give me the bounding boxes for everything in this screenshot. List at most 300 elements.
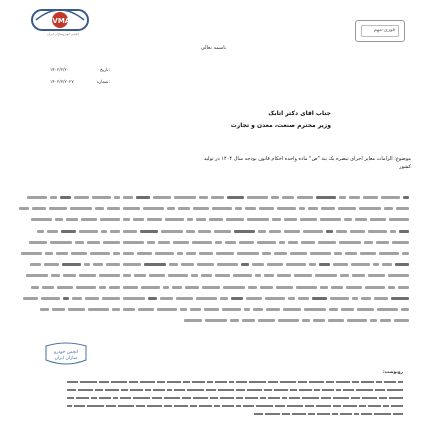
body-word: [346, 286, 362, 289]
body-word: [299, 207, 305, 210]
copy-recipient-word: [183, 381, 190, 383]
body-word: [388, 274, 409, 277]
copy-recipient-word: [74, 405, 85, 407]
copy-recipient-word: [391, 405, 403, 407]
logo-caption: انجمن خودروسازان ایران: [47, 32, 79, 36]
body-word: [60, 196, 71, 199]
body-word: [241, 263, 249, 266]
copy-recipient-word: [280, 381, 296, 383]
body-word: [288, 297, 295, 300]
copy-recipient-word: [99, 397, 111, 399]
body-word: [277, 274, 291, 277]
body-word: [382, 263, 392, 266]
body-word: [394, 319, 409, 322]
copy-recipient-word: [111, 381, 127, 383]
body-word: [149, 274, 165, 277]
body-word: [76, 286, 96, 289]
body-text-line: [18, 286, 409, 290]
copy-recipient-word: [352, 381, 359, 383]
body-word: [31, 286, 39, 289]
body-word: [155, 252, 174, 255]
body-word: [266, 308, 280, 311]
body-word: [174, 196, 196, 199]
body-word: [123, 241, 144, 244]
body-word: [260, 286, 273, 289]
body-word: [316, 196, 336, 199]
body-word: [226, 218, 244, 221]
signature-stamp-line-1: انجمن خودرو: [53, 350, 79, 355]
body-word: [374, 297, 388, 300]
copy-recipient-word: [210, 397, 218, 399]
copy-recipient-word: [206, 389, 216, 391]
body-word: [99, 274, 120, 277]
body-word: [191, 274, 198, 277]
body-word: [193, 207, 209, 210]
body-word: [63, 274, 76, 277]
body-word: [99, 286, 106, 289]
body-word: [87, 241, 100, 244]
body-word: [320, 286, 328, 289]
body-word: [315, 274, 337, 277]
body-word: [368, 230, 387, 233]
copy-recipient-word: [105, 389, 119, 391]
copy-recipient-word: [254, 413, 263, 415]
body-word: [197, 263, 214, 266]
body-word: [173, 241, 189, 244]
body-word: [242, 319, 255, 322]
body-word: [301, 241, 315, 244]
copy-recipient-word: [99, 381, 109, 383]
body-word: [93, 263, 103, 266]
copy-recipient-word: [145, 389, 151, 391]
copy-recipient-word: [268, 381, 278, 383]
body-word: [169, 263, 178, 266]
body-word: [158, 241, 170, 244]
copy-recipient-word: [207, 381, 213, 383]
copy-recipient-word: [333, 405, 341, 407]
body-word: [234, 230, 255, 233]
copy-recipient-word: [67, 381, 78, 383]
copy-recipient-word: [317, 413, 330, 415]
body-word: [106, 263, 120, 266]
body-word: [148, 297, 157, 300]
body-word: [196, 218, 206, 221]
body-word: [392, 241, 409, 244]
body-word: [45, 252, 53, 255]
copy-recipient-word: [375, 389, 385, 391]
body-word: [70, 207, 92, 210]
copy-recipient-word: [314, 389, 320, 391]
body-word: [41, 297, 60, 300]
body-word: [177, 252, 183, 255]
body-word: [211, 196, 224, 199]
body-word: [212, 207, 232, 210]
body-word: [42, 286, 54, 289]
body-word: [26, 274, 48, 277]
body-word: [37, 230, 44, 233]
body-word: [190, 308, 201, 311]
copy-recipient-word: [374, 413, 391, 415]
copy-recipient-word: [199, 405, 212, 407]
copy-recipient-line: [60, 381, 403, 384]
body-word: [176, 297, 193, 300]
body-word: [44, 263, 59, 266]
copy-recipient-word: [368, 405, 381, 407]
body-word: [199, 252, 213, 255]
copy-recipient-word: [299, 389, 312, 391]
body-word: [123, 274, 131, 277]
body-word: [141, 286, 160, 289]
body-word: [298, 297, 309, 300]
body-word: [345, 252, 357, 255]
body-word: [245, 207, 256, 210]
body-word: [56, 252, 68, 255]
copy-recipient-word: [214, 405, 220, 407]
body-word: [52, 308, 65, 311]
body-word: [140, 230, 158, 233]
body-word: [304, 308, 326, 311]
copy-recipient-word: [383, 405, 389, 407]
copy-recipient-word: [129, 381, 138, 383]
body-text-line: [18, 308, 409, 312]
body-word: [81, 218, 97, 221]
signature-stamp-line-2: سازان ایران: [54, 356, 78, 361]
body-word: [160, 297, 173, 300]
body-word: [336, 230, 347, 233]
body-word: [303, 230, 323, 233]
copy-recipient-word: [290, 389, 297, 391]
body-word: [186, 230, 195, 233]
number-label: شماره:: [96, 80, 110, 85]
copy-recipient-word: [80, 381, 97, 383]
body-word: [196, 297, 217, 300]
body-word: [339, 241, 361, 244]
body-word: [398, 286, 409, 289]
body-word: [355, 218, 367, 221]
body-word: [401, 308, 409, 311]
copy-recipient-word: [387, 389, 403, 391]
body-word: [163, 286, 169, 289]
subject-line-continued: کشور: [399, 164, 411, 170]
body-word: [30, 263, 41, 266]
body-word: [259, 207, 274, 210]
copy-recipient-word: [359, 405, 366, 407]
body-word: [51, 274, 60, 277]
body-word: [380, 319, 391, 322]
copy-recipient-word: [220, 397, 234, 399]
body-word: [252, 263, 264, 266]
copy-recipient-word: [309, 381, 324, 383]
copy-recipient-word: [265, 413, 280, 415]
body-word: [352, 297, 358, 300]
body-word: [32, 207, 46, 210]
body-word: [123, 263, 141, 266]
copy-recipient-word: [67, 389, 76, 391]
copy-recipient-word: [174, 405, 188, 407]
body-word: [239, 241, 254, 244]
copy-recipient-word: [393, 413, 403, 415]
copy-recipient-word: [282, 397, 287, 399]
copy-recipient-word: [130, 389, 143, 391]
body-word: [326, 230, 333, 233]
body-word: [290, 252, 307, 255]
body-word: [61, 230, 76, 233]
body-word: [376, 241, 389, 244]
body-word: [384, 207, 393, 210]
body-word: [390, 230, 396, 233]
body-word: [255, 274, 261, 277]
copy-recipient-word: [192, 381, 205, 383]
body-word: [123, 286, 138, 289]
copy-recipient-word: [292, 413, 306, 415]
body-word: [123, 252, 134, 255]
body-word: [359, 207, 381, 210]
body-text-line: [18, 241, 409, 245]
body-text-line: [18, 319, 409, 323]
body-word: [340, 274, 349, 277]
body-word: [95, 207, 104, 210]
copy-recipient-word: [343, 389, 354, 391]
copy-recipient-word: [236, 397, 243, 399]
body-word: [103, 241, 120, 244]
copy-recipient-word: [106, 405, 116, 407]
copy-recipient-word: [113, 397, 118, 399]
body-word: [364, 241, 373, 244]
body-word: [319, 263, 330, 266]
body-word: [71, 252, 87, 255]
body-word: [349, 196, 360, 199]
body-word: [329, 308, 338, 311]
bismillah-heading: باسمه تعالی: [200, 45, 227, 51]
body-word: [187, 218, 193, 221]
body-word: [204, 308, 219, 311]
copy-recipient-word: [308, 413, 315, 415]
body-word: [247, 196, 268, 199]
body-word: [27, 196, 47, 199]
body-word: [331, 286, 343, 289]
priority-stamp: [355, 20, 405, 42]
copy-recipient-word: [167, 381, 181, 383]
body-word: [88, 308, 109, 311]
body-word: [55, 218, 63, 221]
copy-recipient-word: [152, 397, 162, 399]
body-word: [352, 274, 365, 277]
body-word: [282, 196, 294, 199]
body-word: [198, 230, 211, 233]
copy-recipient-word: [120, 397, 131, 399]
body-word: [123, 196, 133, 199]
copy-recipient-word: [67, 405, 72, 407]
body-word: [233, 274, 252, 277]
copy-recipient-word: [398, 381, 403, 383]
body-word: [396, 207, 409, 210]
copy-recipient-word: [121, 389, 128, 391]
body-word: [153, 196, 171, 199]
body-word: [123, 207, 140, 210]
body-word: [381, 196, 400, 199]
body-word: [318, 241, 336, 244]
body-word: [112, 308, 120, 311]
copy-recipient-word: [157, 381, 165, 383]
body-word: [147, 241, 155, 244]
body-word: [144, 263, 166, 266]
body-word: [368, 274, 385, 277]
body-word: [107, 207, 120, 210]
body-word: [21, 252, 42, 255]
body-word: [109, 286, 120, 289]
copy-recipient-word: [133, 397, 150, 399]
body-word: [178, 207, 190, 210]
body-text-line: [18, 263, 409, 267]
signature-stamp: [42, 342, 90, 366]
copy-recipient-word: [282, 413, 290, 415]
body-word: [63, 297, 69, 300]
copy-recipient-word: [354, 413, 359, 415]
body-word: [123, 297, 145, 300]
copy-recipient-word: [190, 405, 197, 407]
body-word: [123, 218, 130, 221]
body-word: [274, 252, 287, 255]
copy-recipient-word: [182, 397, 191, 399]
copy-recipient-word: [351, 397, 360, 399]
copy-recipient-word: [356, 389, 373, 391]
body-word: [399, 230, 409, 233]
body-word: [50, 241, 72, 244]
logo-mark: IVMA: [49, 17, 71, 25]
copy-recipient-word: [167, 389, 172, 391]
copy-recipient-word: [316, 405, 331, 407]
body-word: [339, 196, 346, 199]
body-word: [360, 252, 376, 255]
body-word: [225, 241, 236, 244]
body-word: [258, 230, 266, 233]
body-text-line: [18, 274, 409, 278]
priority-stamp-label: فوری-مهم: [373, 27, 395, 33]
body-word: [40, 308, 49, 311]
number-value: ۱۴۰۲/۲/۲۰۲۷: [50, 80, 74, 85]
copy-recipient-word: [336, 381, 350, 383]
body-word: [113, 252, 120, 255]
copy-recipient-word: [332, 413, 338, 415]
copy-recipient-word: [153, 389, 165, 391]
body-word: [114, 196, 120, 199]
body-word: [334, 252, 342, 255]
copy-recipient-word: [305, 405, 314, 407]
copy-recipient-word: [287, 405, 303, 407]
body-word: [297, 196, 313, 199]
body-word: [138, 308, 154, 311]
copy-recipient-word: [222, 405, 234, 407]
body-word: [186, 252, 196, 255]
copy-recipient-word: [67, 397, 74, 399]
copy-recipient-word: [229, 381, 234, 383]
body-word: [222, 308, 241, 311]
copy-recipient-word: [260, 397, 266, 399]
date-label: تاریخ:: [99, 68, 110, 73]
body-word: [253, 308, 263, 311]
body-word: [310, 252, 331, 255]
body-word: [223, 286, 245, 289]
copies-label: رونوشت:: [383, 370, 403, 375]
copy-recipient-word: [215, 381, 227, 383]
body-word: [235, 207, 242, 210]
copy-recipient-word: [362, 397, 377, 399]
copy-recipient-word: [91, 397, 97, 399]
copy-recipient-word: [87, 405, 104, 407]
body-word: [403, 196, 409, 199]
copy-recipient-line: [60, 397, 403, 400]
body-word: [201, 274, 212, 277]
copy-recipient-line: [60, 405, 403, 408]
body-word: [101, 230, 107, 233]
copy-recipient-word: [302, 397, 319, 399]
body-word: [215, 241, 222, 244]
recipient-title: وزیر محترم صنعت، معدن و تجارت: [230, 122, 331, 129]
body-word: [361, 297, 371, 300]
body-word: [216, 252, 234, 255]
body-word: [110, 230, 120, 233]
copy-recipient-word: [164, 405, 172, 407]
body-word: [57, 286, 73, 289]
body-word: [357, 308, 374, 311]
recipient-name: جناب آقای دکتر اتابک: [268, 110, 331, 117]
copy-recipient-word: [249, 381, 266, 383]
copy-recipient-word: [333, 397, 349, 399]
body-word: [74, 196, 89, 199]
body-word: [320, 218, 341, 221]
body-word: [269, 230, 281, 233]
body-word: [321, 207, 335, 210]
body-word: [351, 263, 370, 266]
body-word: [19, 207, 29, 210]
body-word: [248, 286, 257, 289]
copy-recipient-word: [275, 405, 285, 407]
body-word: [389, 218, 409, 221]
body-text-line: [18, 196, 409, 200]
body-word: [246, 297, 262, 300]
body-word: [49, 207, 67, 210]
copy-recipient-word: [118, 405, 134, 407]
copy-recipient-line: [240, 413, 403, 416]
body-word: [220, 297, 228, 300]
copy-recipient-word: [136, 405, 145, 407]
body-word: [300, 218, 317, 221]
date-row: [50, 68, 110, 73]
copy-recipient-word: [264, 389, 272, 391]
body-word: [237, 252, 259, 255]
body-word: [402, 252, 409, 255]
body-word: [264, 274, 274, 277]
body-word: [90, 252, 110, 255]
body-word: [328, 319, 344, 322]
body-word: [294, 274, 312, 277]
copy-recipient-word: [236, 405, 241, 407]
body-word: [31, 218, 52, 221]
body-word: [388, 286, 395, 289]
body-word: [276, 286, 293, 289]
copy-recipient-word: [174, 389, 185, 391]
body-word: [79, 274, 96, 277]
copy-recipient-word: [193, 397, 208, 399]
body-word: [363, 196, 378, 199]
body-word: [79, 230, 98, 233]
body-word: [199, 196, 208, 199]
body-word: [373, 263, 379, 266]
body-word: [133, 218, 144, 221]
body-word: [123, 230, 137, 233]
body-text-line: [18, 252, 409, 256]
body-word: [165, 218, 184, 221]
